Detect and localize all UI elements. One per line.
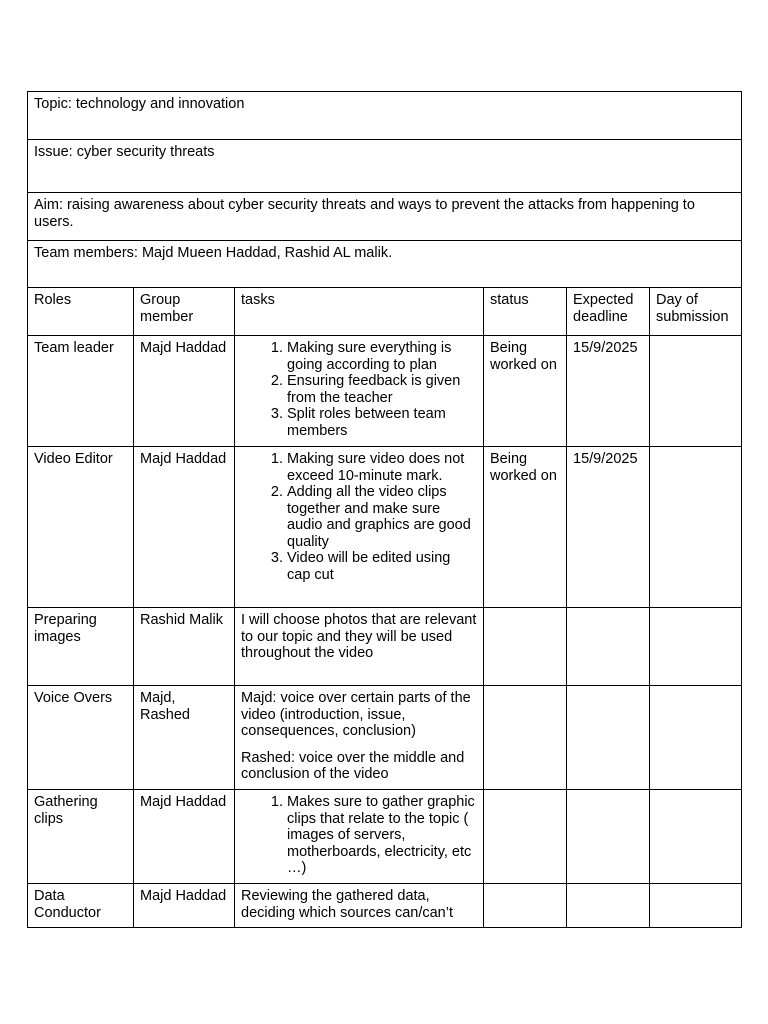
table-row	[28, 790, 742, 884]
role-cell: Preparing images	[28, 608, 134, 686]
status-cell	[484, 608, 567, 686]
tasks-cell: I will choose photos that are relevant to our topic and they will be used throughout the video	[235, 608, 484, 686]
column-header: tasks	[235, 288, 484, 336]
submission-cell	[650, 447, 742, 608]
task-paragraph: Rashed: voice over the middle and conclusion of the video	[241, 749, 465, 782]
role-cell: Video Editor	[28, 447, 134, 608]
table-row	[28, 686, 742, 790]
deadline-cell	[567, 884, 650, 928]
topic-cell: Topic: technology and innovation	[28, 92, 742, 140]
submission-cell	[650, 884, 742, 928]
submission-cell	[650, 790, 742, 884]
table-row	[28, 336, 742, 447]
submission-cell	[650, 686, 742, 790]
tasks-cell: Reviewing the gathered data, deciding which sources can/can’t	[235, 884, 484, 928]
status-cell	[484, 884, 567, 928]
tasks-cell	[235, 447, 484, 608]
status-cell	[484, 790, 567, 884]
submission-cell	[650, 336, 742, 447]
topic-row	[28, 92, 742, 140]
task-item: 1. Making sure video does not exceed 10-minute mark.	[287, 451, 477, 484]
deadline-cell	[567, 686, 650, 790]
role-cell: Voice Overs	[28, 686, 134, 790]
document-page	[27, 91, 741, 928]
task-item: 3. Split roles between team members	[287, 406, 477, 439]
task-item: 2. Ensuring feedback is given from the teacher	[287, 373, 477, 406]
column-header: Group member	[134, 288, 235, 336]
task-item: 1. Makes sure to gather graphic clips that relate to the topic ( images of servers, motherboards, electricity, etc …)	[287, 794, 477, 877]
tasks-cell	[235, 336, 484, 447]
column-header: Day of submission	[650, 288, 742, 336]
status-cell: Being worked on	[484, 336, 567, 447]
member-cell: Majd Haddad	[134, 447, 235, 608]
role-cell: Data Conductor	[28, 884, 134, 928]
role-cell: Gathering clips	[28, 790, 134, 884]
deadline-cell	[567, 790, 650, 884]
issue-cell: Issue: cyber security threats	[28, 140, 742, 193]
team-cell: Team members: Majd Mueen Haddad, Rashid AL malik.	[28, 241, 742, 288]
column-header: Expected deadline	[567, 288, 650, 336]
aim-row	[28, 193, 742, 241]
task-list	[241, 340, 477, 439]
deadline-cell	[567, 608, 650, 686]
member-cell: Rashid Malik	[134, 608, 235, 686]
column-header: Roles	[28, 288, 134, 336]
member-cell: Majd Haddad	[134, 790, 235, 884]
status-cell: Being worked on	[484, 447, 567, 608]
role-cell: Team leader	[28, 336, 134, 447]
aim-cell: Aim: raising awareness about cyber security threats and ways to prevent the attacks from happening to users.	[28, 193, 742, 241]
tasks-cell	[235, 790, 484, 884]
task-list	[241, 451, 477, 583]
table-row	[28, 447, 742, 608]
task-item: 1. Making sure everything is going according to plan	[287, 340, 477, 373]
status-cell	[484, 686, 567, 790]
member-cell: Majd Haddad	[134, 884, 235, 928]
tasks-cell	[235, 686, 484, 790]
task-item: 3. Video will be edited using cap cut	[287, 550, 477, 583]
deadline-cell: 15/9/2025	[567, 336, 650, 447]
team-row	[28, 241, 742, 288]
member-cell: Majd Haddad	[134, 336, 235, 447]
table-row	[28, 884, 742, 928]
column-header-row	[28, 288, 742, 336]
task-paragraph: Majd: voice over certain parts of the video (introduction, issue, consequences, conclusion)	[241, 690, 471, 739]
task-list	[241, 794, 477, 877]
table-row	[28, 608, 742, 686]
issue-row	[28, 140, 742, 193]
member-cell: Majd, Rashed	[134, 686, 235, 790]
project-plan-table	[27, 91, 742, 928]
deadline-cell: 15/9/2025	[567, 447, 650, 608]
column-header: status	[484, 288, 567, 336]
submission-cell	[650, 608, 742, 686]
task-item: 2. Adding all the video clips together and make sure audio and graphics are good quality	[287, 484, 477, 550]
